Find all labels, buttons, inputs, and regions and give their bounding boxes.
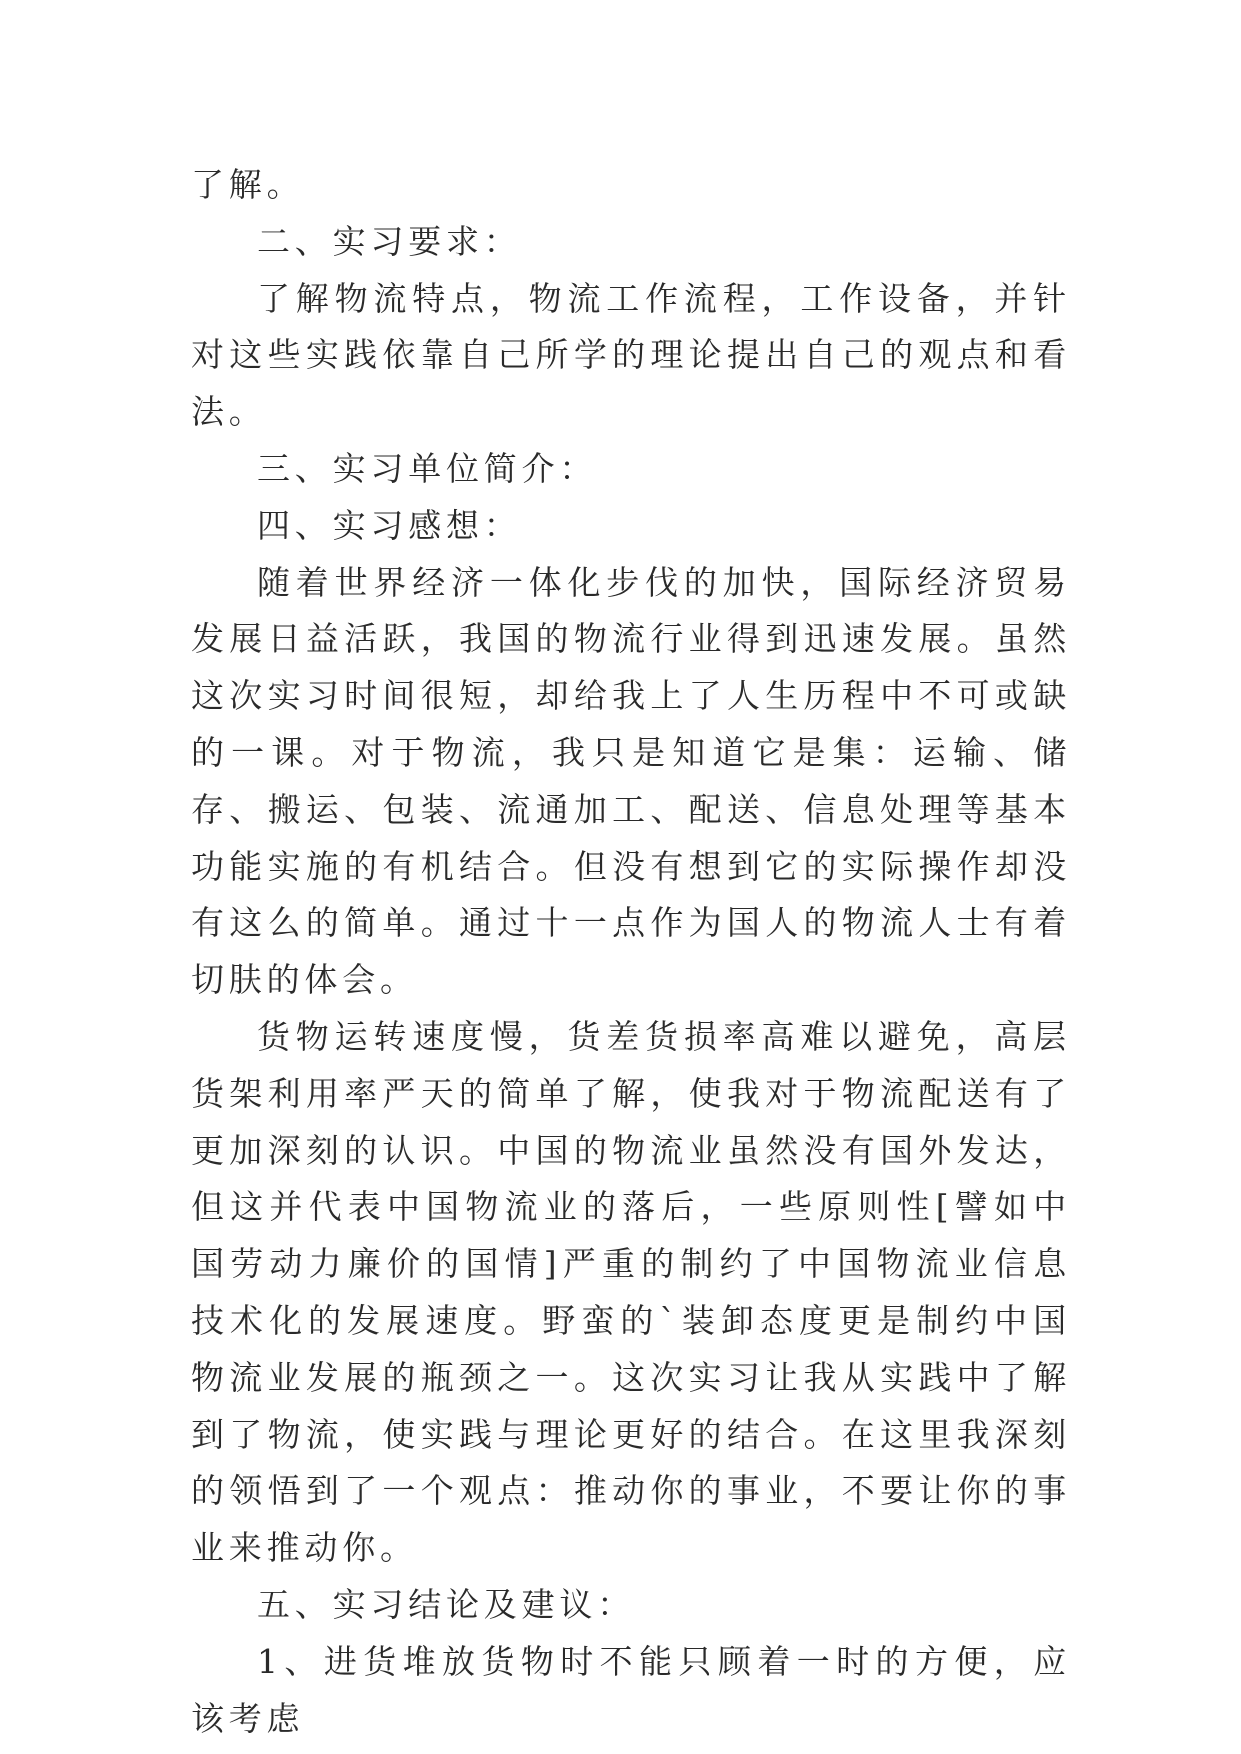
list-item-1: 1、进货堆放货物时不能只顾着一时的方便，应该考虑 bbox=[191, 1641, 1071, 1738]
paragraph-reflections-1: 随着世界经济一体化步伐的加快，国际经济贸易发展日益活跃，我国的物流行业得到迅速发展。虽然这次实习时间很短，却给我上了人生历程中不可或缺的一课。对于物流，我只是知道它是集：运输、储存、搬运、包装、流通加工、配送、信息处理等基本功能实施的有机结合。但没有想到它的实际操作却没有这么的简单。通过十一点作为国人的物流人士有着切肤的体会。 bbox=[191, 562, 1071, 1000]
document-body bbox=[191, 157, 1071, 1747]
paragraph-reflections-2: 货物运转速度慢，货差货损率高难以避免，高层货架利用率严天的简单了解，使我对于物流配送有了更加深刻的认识。中国的物流业虽然没有国外发达，但这并代表中国物流业的落后，一些原则性[譬如中国劳动力廉价的国情]严重的制约了中国物流业信息技术化的发展速度。野蛮的`装卸态度更是制约中国物流业发展的瓶颈之一。这次实习让我从实践中了解到了物流，使实践与理论更好的结合。在这里我深刻的领悟到了一个观点：推动你的事业，不要让你的事业来推动你。 bbox=[191, 1016, 1071, 1568]
paragraph-requirements: 了解物流特点，物流工作流程，工作设备，并针对这些实践依靠自己所学的理论提出自己的观点和看法。 bbox=[191, 278, 1071, 432]
heading-conclusions: 五、实习结论及建议： bbox=[257, 1584, 635, 1624]
paragraph-continuation: 了解。 bbox=[191, 165, 305, 204]
heading-company-intro: 三、实习单位简介： bbox=[257, 448, 598, 488]
heading-requirements: 二、实习要求： bbox=[257, 221, 522, 261]
heading-reflections: 四、实习感想： bbox=[257, 505, 522, 545]
